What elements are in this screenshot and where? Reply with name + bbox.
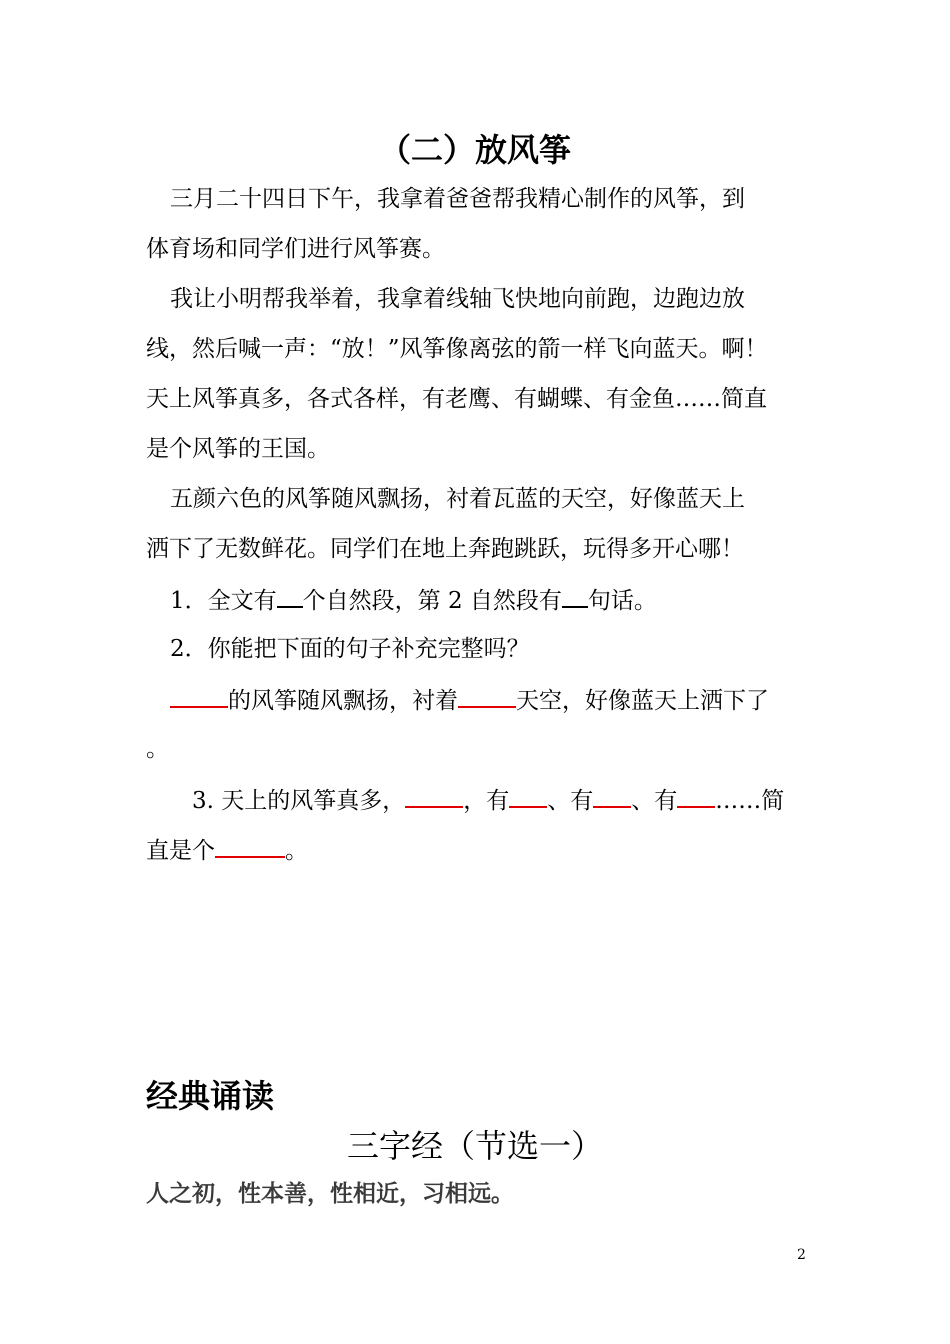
answer-blank[interactable] xyxy=(593,784,631,808)
question-3-part-c: 、有 xyxy=(547,788,594,814)
question-3-part-g: 。 xyxy=(285,838,308,864)
page-title: （二）放风筝 xyxy=(378,131,571,169)
answer-blank[interactable] xyxy=(405,784,463,808)
question-2-fill-a: 的风筝随风飘扬，衬着 xyxy=(228,688,458,714)
paragraph-2-line-4: 是个风筝的王国。 xyxy=(146,436,330,462)
question-2-fill-end: 。 xyxy=(146,736,169,762)
answer-blank[interactable] xyxy=(677,784,715,808)
question-3-part-f: 直是个 xyxy=(146,838,215,864)
question-1-part-a: 1．全文有 xyxy=(170,588,277,614)
question-2-fill-b: 天空，好像蓝天上洒下了 xyxy=(516,688,769,714)
question-1 xyxy=(170,584,657,616)
classic-title: 三字经（节选一） xyxy=(346,1127,603,1165)
answer-blank[interactable] xyxy=(215,834,285,858)
paragraph-1-line-1: 三月二十四日下午，我拿着爸爸帮我精心制作的风筝，到 xyxy=(170,186,745,212)
question-2-fill-line xyxy=(170,684,769,716)
answer-blank[interactable] xyxy=(458,684,516,708)
answer-blank[interactable] xyxy=(170,684,228,708)
section-title: 经典诵读 xyxy=(146,1077,275,1115)
paragraph-2-line-3: 天上风筝真多，各式各样，有老鹰、有蝴蝶、有金鱼……简直 xyxy=(146,386,767,412)
answer-blank[interactable] xyxy=(509,784,547,808)
question-3-part-d: 、有 xyxy=(631,788,678,814)
page-number: 2 xyxy=(797,1247,806,1263)
question-3-part-e: ……简 xyxy=(715,788,785,814)
question-2: 2．你能把下面的句子补充完整吗？ xyxy=(170,636,530,662)
paragraph-2-line-2: 线，然后喊一声：“放！”风筝像离弦的箭一样飞向蓝天。啊！ xyxy=(146,336,768,362)
question-3-part-a: 3. 天上的风筝真多， xyxy=(192,788,406,814)
question-1-part-c: 句话。 xyxy=(587,588,657,614)
question-3-continued xyxy=(146,834,308,866)
paragraph-1-line-2: 体育场和同学们进行风筝赛。 xyxy=(146,236,445,262)
question-3 xyxy=(192,784,784,816)
paragraph-3-line-1: 五颜六色的风筝随风飘扬，衬着瓦蓝的天空，好像蓝天上 xyxy=(170,486,745,512)
answer-blank[interactable] xyxy=(562,584,588,608)
question-1-part-b: 个自然段，第 2 自然段有 xyxy=(302,588,562,614)
answer-blank[interactable] xyxy=(277,584,303,608)
paragraph-2-line-1: 我让小明帮我举着，我拿着线轴飞快地向前跑，边跑边放 xyxy=(170,286,745,312)
question-3-part-b: ，有 xyxy=(463,788,510,814)
paragraph-3-line-2: 洒下了无数鲜花。同学们在地上奔跑跳跃，玩得多开心哪！ xyxy=(146,536,744,562)
classic-line: 人之初，性本善，性相近，习相远。 xyxy=(146,1181,514,1207)
